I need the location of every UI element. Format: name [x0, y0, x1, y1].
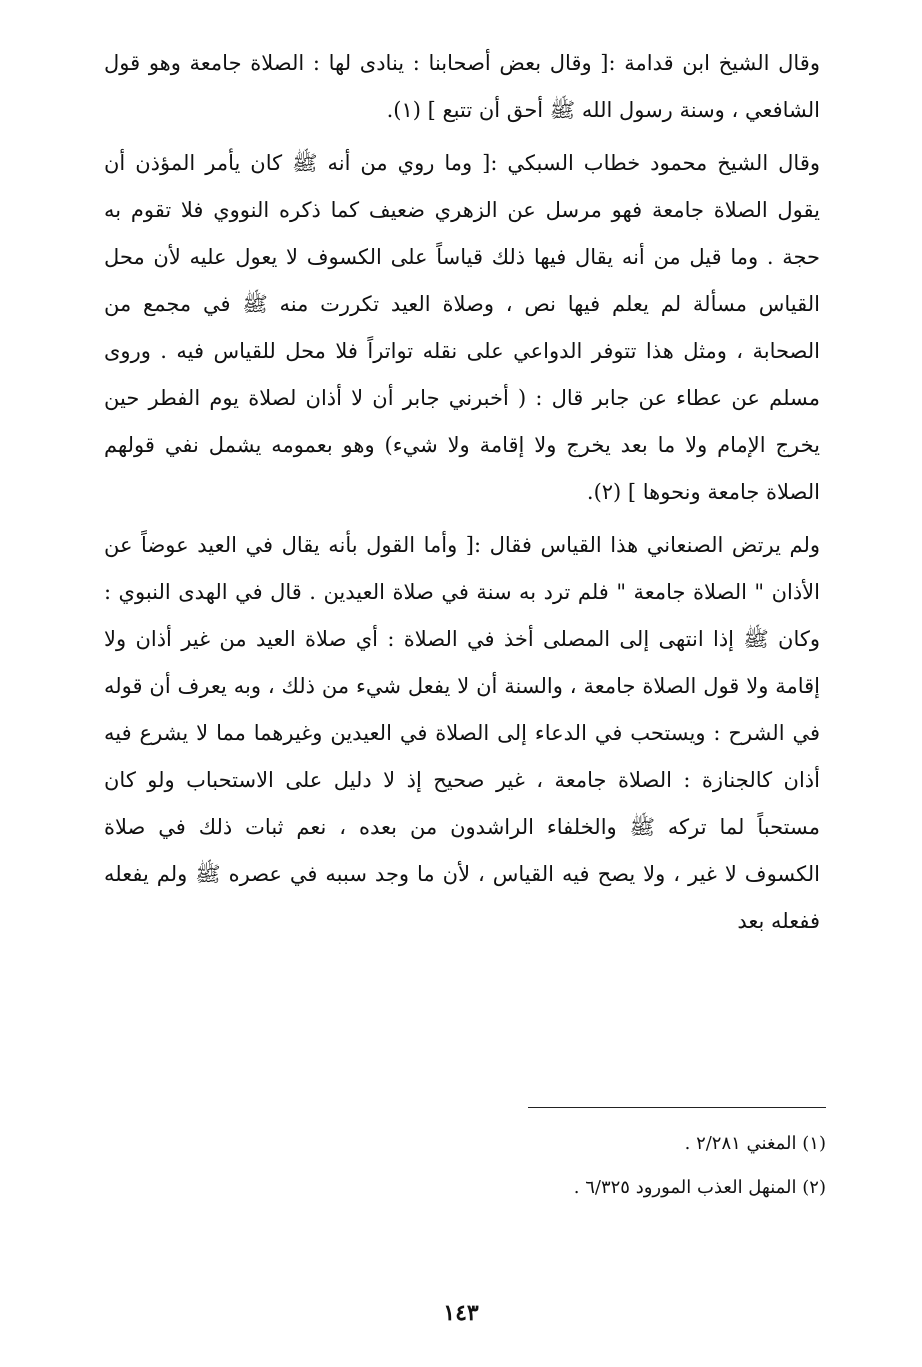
paragraph-ibn-qudama: وقال الشيخ ابن قدامة :[ وقال بعض أصحابنا : ينادى لها : الصلاة جامعة وهو قول الشافعي ، وسنة رسول الله ﷺ أحق أن تتبع ] (١).	[104, 51, 820, 122]
footnotes	[104, 1122, 826, 1210]
paragraph-al-subki: وقال الشيخ محمود خطاب السبكي :[ وما روي من أنه ﷺ كان يأمر المؤذن أن يقول الصلاة جامعة فهو مرسل عن الزهري ضعيف كما ذكره النووي فلا تقوم به حجة . وما قيل من أنه يقال فيها ذلك قياساً على الكسوف لا يعول عليه لأن محل القياس مسألة لم يعلم فيها نص ، وصلاة العيد تكررت منه ﷺ في مجمع من الصحابة ، ومثل هذا تتوفر الدواعي على نقله تواتراً فلا محل للقياس فيه . وروى مسلم عن عطاء عن جابر قال : ( أخبرني جابر أن لا أذان لصلاة يوم الفطر حين يخرج الإمام ولا ما بعد يخرج ولا إقامة ولا شيء) وهو بعمومه يشمل نفي قولهم الصلاة جامعة ونحوها ] (٢).	[104, 151, 820, 504]
footnote-1: (١) المغني ٢/٢٨١ .	[684, 1133, 826, 1154]
main-text	[104, 40, 820, 945]
page-number: ١٤٣	[443, 1300, 479, 1326]
footnote-separator	[528, 1107, 826, 1108]
paragraph-al-sanani: ولم يرتض الصنعاني هذا القياس فقال :[ وأما القول بأنه يقال في العيد عوضاً عن الأذان " الصلاة جامعة " فلم ترد به سنة في صلاة العيدين . قال في الهدى النبوي : وكان ﷺ إذا انتهى إلى المصلى أخذ في الصلاة : أي صلاة العيد من غير أذان ولا إقامة ولا قول الصلاة جامعة ، والسنة أن لا يفعل شيء من ذلك ، وبه يعرف أن قوله في الشرح : ويستحب في الدعاء إلى الصلاة في العيدين وغيرهما مما لا يشرع فيه أذان كالجنازة : الصلاة جامعة ، غير صحيح إذ لا دليل على الاستحباب ولو كان مستحباً لما تركه ﷺ والخلفاء الراشدون من بعده ، نعم ثبات ذلك في صلاة الكسوف لا غير ، ولا يصح فيه القياس ، لأن ما وجد سببه في عصره ﷺ ولم يفعله ففعله بعد	[104, 533, 820, 933]
footnote-2: (٢) المنهل العذب المورود ٦/٣٢٥ .	[573, 1177, 826, 1198]
